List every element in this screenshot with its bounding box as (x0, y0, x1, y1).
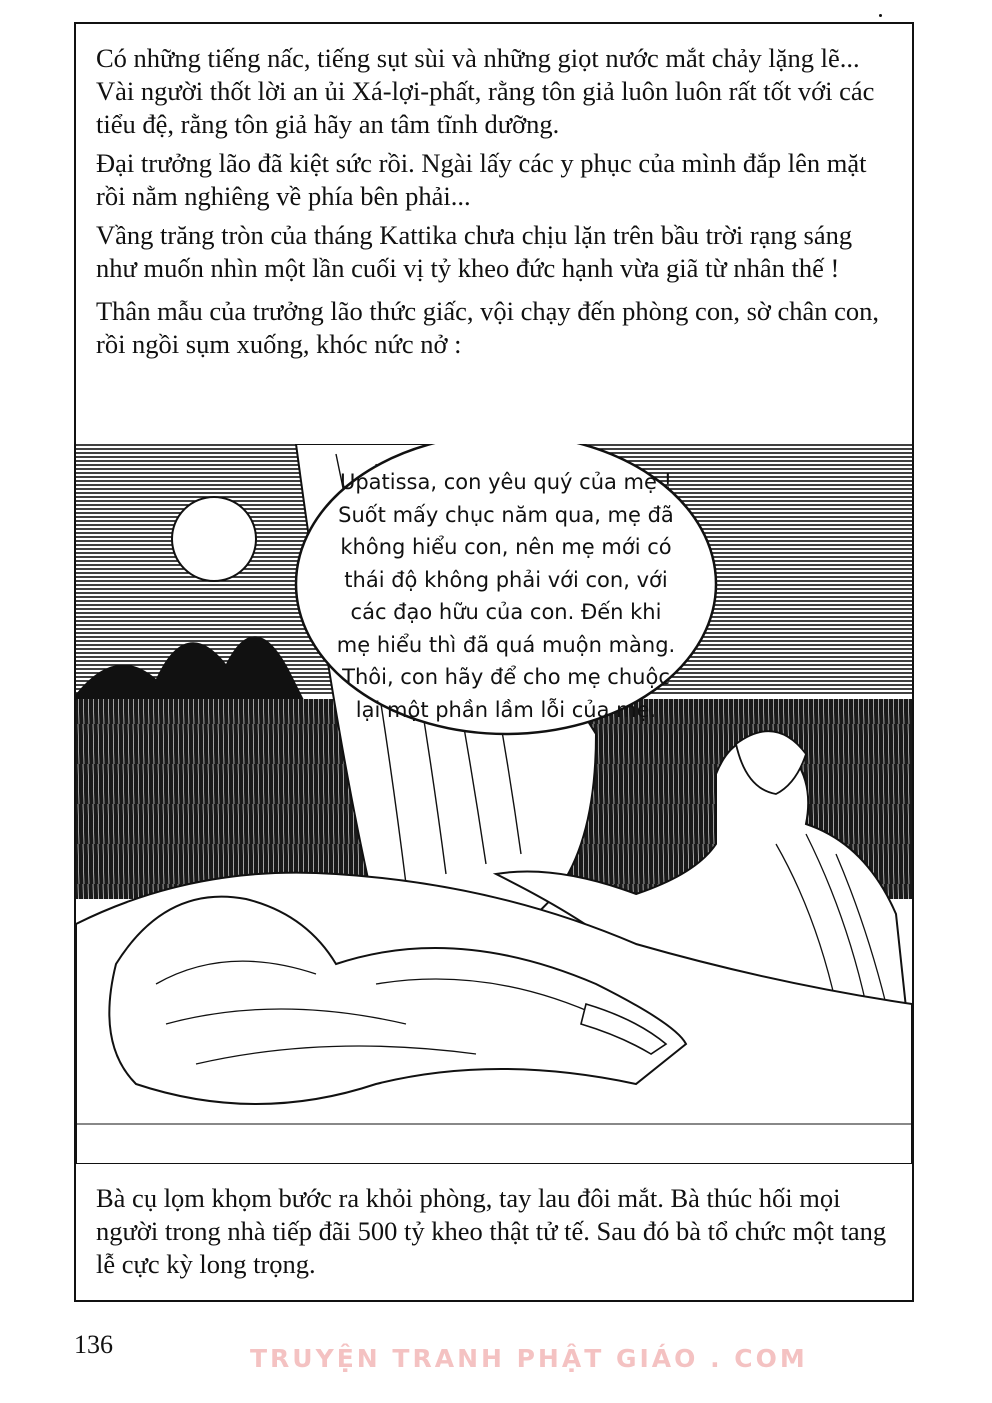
full-moon-icon (172, 497, 256, 581)
narration-bottom: Bà cụ lọm khọm bước ra khỏi phòng, tay lau đôi mắt. Bà thúc hối mọi người trong nhà tiếp đãi 500 tỷ kheo thật tử tế. Sau đó bà tổ chức một tang lễ cực kỳ long trọng. (96, 1183, 887, 1279)
page-number: 136 (74, 1330, 113, 1359)
narration-paragraph-4: Thân mẫu của trưởng lão thức giấc, vội chạy đến phòng con, sờ chân con, rồi ngồi sụm xuống, khóc nức nở : (96, 296, 880, 359)
illustration-panel (76, 444, 912, 1164)
narration-paragraph-1: Có những tiếng nấc, tiếng sụt sùi và những giọt nước mắt chảy lặng lẽ... Vài người thốt lời an ủi Xá-lợi-phất, rằng tôn giả luôn luôn rất tốt với các tiểu đệ, rằng tôn giả hãy an tâm tĩnh dưỡng. (96, 43, 875, 139)
comic-page-frame (74, 22, 914, 1302)
narration-paragraph-2: Đại trưởng lão đã kiệt sức rồi. Ngài lấy các y phục của mình đắp lên mặt rồi nằm nghiêng về phía bên phải... (96, 148, 867, 211)
print-mark (879, 14, 882, 17)
watermark: TRUYỆN TRANH PHẬT GIÁO . COM (250, 1344, 808, 1373)
narration-paragraph-3: Vầng trăng tròn của tháng Kattika chưa chịu lặn trên bầu trời rạng sáng như muốn nhìn một lần cuối vị tỷ kheo đức hạnh vừa giã từ nhân thế ! (96, 220, 853, 283)
speech-bubble-text: Upatissa, con yêu quý của mẹ ! Suốt mấy chục năm qua, mẹ đã không hiểu con, nên mẹ mới có thái độ không phải với con, với các đạo hữu của con. Đến khi mẹ hiểu thì đã quá muộn màng. Thôi, con hãy để cho mẹ chuộc lại một phần lầm lỗi của mẹ. (336, 470, 676, 722)
narration-top (96, 42, 896, 367)
